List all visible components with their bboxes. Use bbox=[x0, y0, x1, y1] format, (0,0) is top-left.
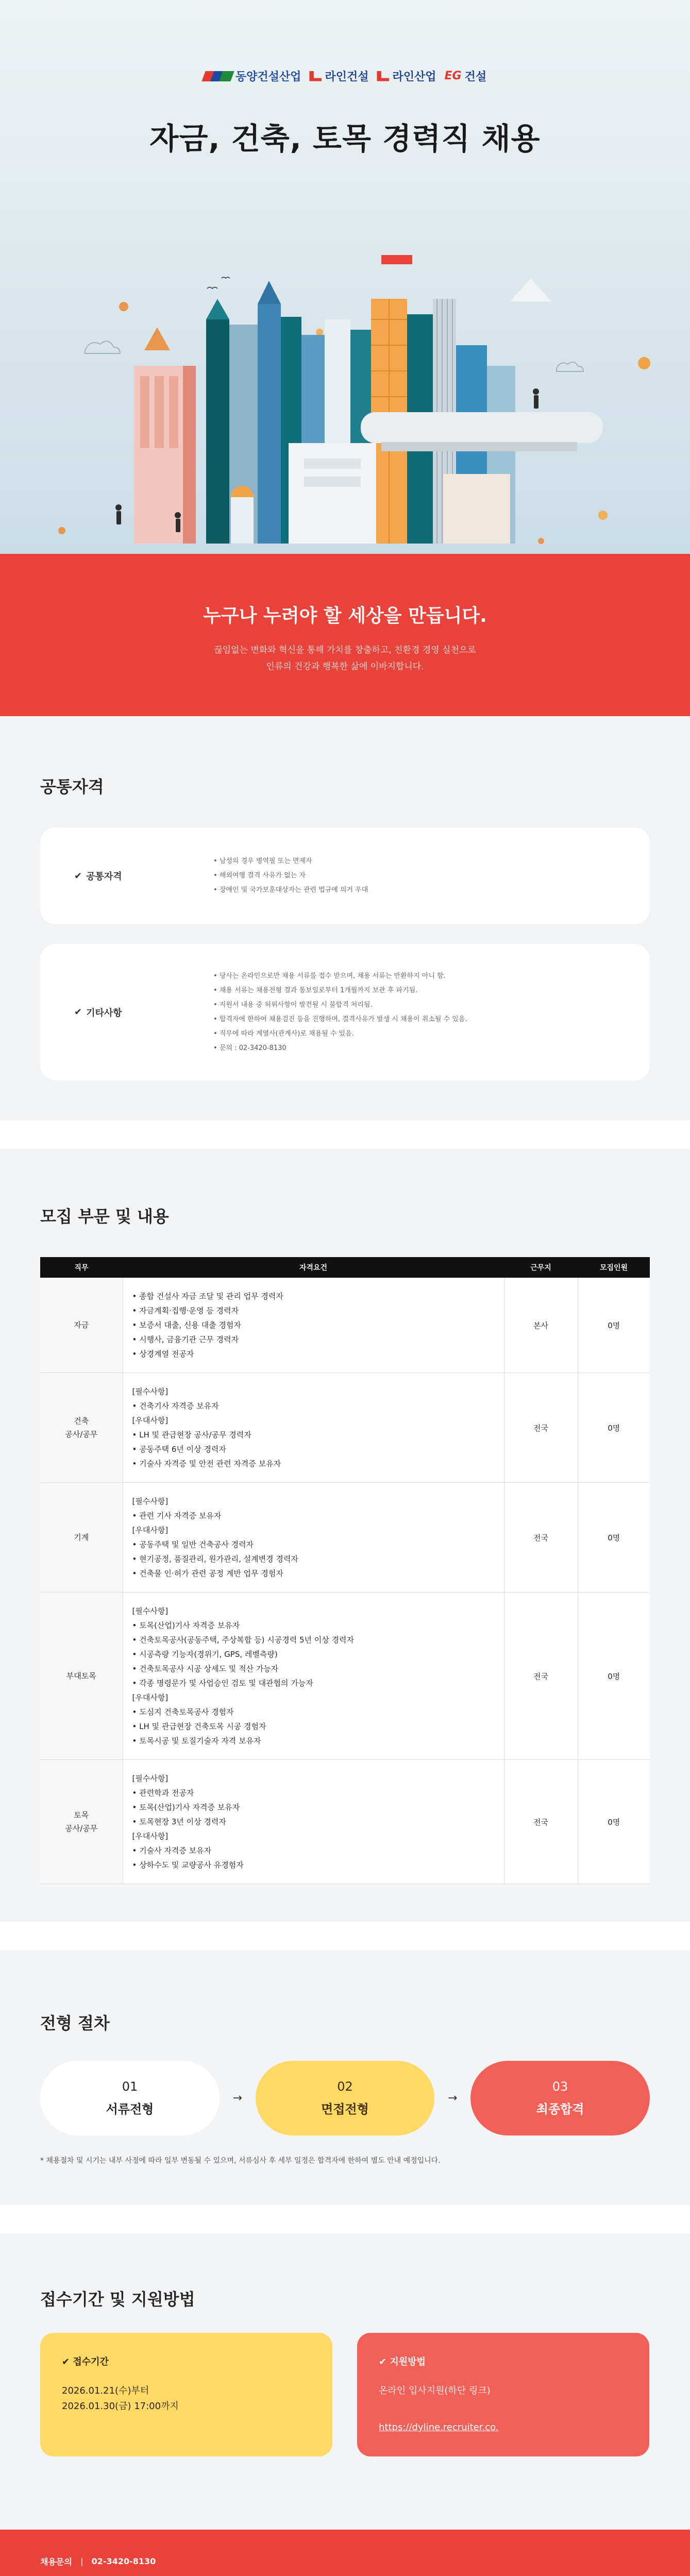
job-category-name: 건축 bbox=[74, 1416, 89, 1426]
dongyang-logo-text: 동양건설산업 bbox=[235, 71, 301, 83]
requirement-line: [우대사항] bbox=[132, 1832, 169, 1841]
requirement-line: • 기술사 자격증 보유자 bbox=[132, 1846, 212, 1855]
other-label-text: 기타사항 bbox=[86, 1007, 122, 1019]
requirement-line: • 건축기사 자격증 보유자 bbox=[132, 1401, 219, 1411]
process-title: 전형 절차 bbox=[40, 2013, 110, 2033]
requirement-line: • 상하수도 및 교량공사 유경험자 bbox=[132, 1860, 244, 1870]
footer-label: 채용문의 bbox=[40, 2557, 72, 2567]
requirement-line: • 시공측량 기능자(경위기, GPS, 레벨측량) bbox=[132, 1650, 278, 1659]
footer-divider: | bbox=[80, 2556, 83, 2566]
common-qualification-label bbox=[74, 869, 213, 883]
recruit-table bbox=[40, 1257, 650, 1884]
job-category bbox=[40, 1483, 123, 1592]
job-category bbox=[40, 1760, 123, 1884]
other-notes-list bbox=[213, 969, 467, 1056]
requirement-line: • 공동주택 6년 이상 경력자 bbox=[132, 1445, 226, 1454]
table-row bbox=[40, 1278, 650, 1373]
requirement-line: • 관련 기사 자격증 보유자 bbox=[132, 1511, 222, 1520]
rain-industry-text: 라인산업 bbox=[392, 71, 436, 83]
job-requirements bbox=[123, 1373, 504, 1483]
list-item: • 문의 : 02-3420-8130 bbox=[213, 1041, 467, 1056]
job-location: 전국 bbox=[504, 1592, 578, 1760]
list-item: • 해외여행 결격 사유가 없는 자 bbox=[213, 869, 368, 883]
list-item: • 합격자에 한하여 채용검진 등을 진행하며, 결격사유가 발생 시 채용이 취소될 수 있음. bbox=[213, 1012, 467, 1027]
list-item: • 장애인 및 국가보훈대상자는 관련 법규에 의거 우대 bbox=[213, 883, 368, 897]
requirement-line: • 관련학과 전공자 bbox=[132, 1788, 194, 1798]
dongyang-logo bbox=[204, 68, 301, 84]
slogan-line-1: 끊임없는 변화와 혁신을 통해 가치를 창출하고, 친환경 경영 실천으로 bbox=[214, 645, 476, 655]
list-item: • 직무에 따라 계열사(관계사)로 채용될 수 있음. bbox=[213, 1027, 467, 1041]
eg-logo-text: 건설 bbox=[464, 71, 487, 83]
requirement-line: • 현기공정, 품질관리, 원가관리, 설계변경 경력자 bbox=[132, 1554, 298, 1564]
page-title: 자금, 건축, 토목 경력직 채용 bbox=[149, 121, 541, 156]
application-method-card bbox=[357, 2333, 649, 2456]
header-location: 근무지 bbox=[504, 1257, 578, 1278]
rain-industry-logo bbox=[377, 68, 436, 84]
qualification-section bbox=[0, 716, 690, 1121]
list-item: • 당사는 온라인으로만 채용 서류를 접수 받으며, 채용 서류는 반환하지 아니 함. bbox=[213, 969, 467, 984]
process-section bbox=[0, 1950, 690, 2205]
requirement-line: • 각종 명령문가 및 사업승인 검토 및 대관협의 가능자 bbox=[132, 1679, 313, 1688]
table-row bbox=[40, 1760, 650, 1884]
method-label: 지원방법 bbox=[390, 2357, 426, 2367]
slogan-title: 누구나 누려야 할 세상을 만듭니다. bbox=[203, 605, 487, 626]
job-location: 본사 bbox=[504, 1278, 578, 1373]
job-location: 전국 bbox=[504, 1483, 578, 1592]
job-headcount: 0명 bbox=[578, 1592, 650, 1760]
requirement-line: [우대사항] bbox=[132, 1526, 169, 1535]
header-job: 직무 bbox=[40, 1257, 123, 1278]
step-name: 최종합격 bbox=[536, 2102, 584, 2116]
common-qualification-list bbox=[213, 854, 368, 897]
slogan-banner bbox=[0, 554, 690, 716]
check-icon: ✔ bbox=[379, 2357, 390, 2367]
check-icon: ✔ bbox=[62, 2357, 73, 2367]
requirement-line: • 자금계획·집행·운영 등 경력자 bbox=[132, 1306, 239, 1315]
arrow-right-icon: → bbox=[232, 2092, 242, 2105]
job-category-sub: 공사/공무 bbox=[65, 1430, 98, 1439]
requirement-line: [우대사항] bbox=[132, 1693, 169, 1702]
requirement-line: • 건축물 인·허가 관련 공정 계반 업무 경험자 bbox=[132, 1569, 283, 1578]
requirement-line: • 건축토목공사 시공 상세도 및 적산 가능자 bbox=[132, 1664, 279, 1673]
step-name: 서류전형 bbox=[106, 2102, 154, 2116]
requirement-line: • 공동주택 및 일반 건축공사 경력자 bbox=[132, 1540, 254, 1549]
requirement-line: • 토목시공 및 토질기술자 자격 보유자 bbox=[132, 1736, 261, 1745]
requirement-line: • 종합 건설사 자금 조달 및 관리 업무 경력자 bbox=[132, 1292, 283, 1301]
footer bbox=[0, 2530, 690, 2576]
requirement-line: • 시행사, 금융기관 근무 경력자 bbox=[132, 1335, 239, 1344]
period-label: 접수기간 bbox=[73, 2357, 109, 2367]
rain-mark-icon bbox=[309, 71, 322, 81]
slogan-line-2: 인류의 건강과 행복한 삶에 이바지합니다. bbox=[266, 662, 424, 672]
method-description: 온라인 입사지원(하단 링크) bbox=[379, 2385, 491, 2396]
job-location: 전국 bbox=[504, 1760, 578, 1884]
requirement-line: [필수사항] bbox=[132, 1606, 169, 1616]
recruit-table-body bbox=[40, 1278, 650, 1884]
hero-banner bbox=[0, 0, 690, 554]
rain-construction-logo bbox=[309, 68, 368, 84]
section-divider bbox=[0, 1121, 690, 1149]
job-headcount: 0명 bbox=[578, 1483, 650, 1592]
requirement-line: • 건축토목공사(공동주택, 주상복합 등) 시공경력 5년 이상 경력자 bbox=[132, 1635, 354, 1645]
recruit-section bbox=[0, 1149, 690, 1922]
requirement-line: • LH 및 관급현장 건축토목 시공 경험자 bbox=[132, 1722, 266, 1731]
table-row bbox=[40, 1483, 650, 1592]
rain-construction-text: 라인건설 bbox=[325, 71, 369, 83]
city-illustration bbox=[0, 196, 690, 554]
list-item: • 남성의 경우 병역필 또는 면제자 bbox=[213, 854, 368, 869]
requirement-line: • 보증서 대출, 신용 대출 경험자 bbox=[132, 1320, 241, 1330]
job-category bbox=[40, 1592, 123, 1760]
job-requirements bbox=[123, 1278, 504, 1373]
requirement-line: • 상경계열 전공자 bbox=[132, 1349, 194, 1359]
header-requirements: 자격요건 bbox=[123, 1257, 504, 1278]
step-name: 면접전형 bbox=[321, 2102, 369, 2116]
eg-mark-text: EG bbox=[444, 70, 462, 82]
section-divider bbox=[0, 1922, 690, 1950]
job-category bbox=[40, 1373, 123, 1483]
job-headcount: 0명 bbox=[578, 1760, 650, 1884]
job-headcount: 0명 bbox=[578, 1373, 650, 1483]
requirement-line: [필수사항] bbox=[132, 1497, 169, 1506]
dongyang-mark-icon bbox=[201, 71, 234, 81]
step-final-pass bbox=[470, 2061, 650, 2136]
table-row bbox=[40, 1592, 650, 1760]
requirement-line: • 기술사 자격증 및 안전 관련 자격증 보유자 bbox=[132, 1459, 281, 1468]
table-header-row bbox=[40, 1257, 650, 1278]
qualification-title: 공통자격 bbox=[40, 777, 104, 796]
list-item: • 채용 서류는 채용전형 결과 통보일로부터 1개월까지 보관 후 파기됨. bbox=[213, 984, 467, 998]
application-period-card bbox=[40, 2333, 332, 2456]
company-logos bbox=[0, 68, 690, 84]
step-number: 02 bbox=[337, 2079, 353, 2094]
process-note: * 채용절차 및 시기는 내부 사정에 따라 일부 변동될 수 있으며, 서류심사 후 세부 일정은 합격자에 한하여 별도 안내 예정입니다. bbox=[40, 2157, 441, 2165]
process-steps bbox=[40, 2061, 650, 2136]
check-icon: ✔ bbox=[74, 870, 82, 882]
apply-cards bbox=[40, 2333, 650, 2456]
requirement-line: • 토목(산업)기사 자격증 보유자 bbox=[132, 1621, 240, 1630]
requirement-line: • 토목(산업)기사 자격증 보유자 bbox=[132, 1803, 240, 1812]
rain-mark-icon bbox=[377, 71, 389, 81]
requirement-line: [필수사항] bbox=[132, 1387, 169, 1396]
other-notes-label bbox=[74, 1006, 213, 1019]
requirement-line: [필수사항] bbox=[132, 1774, 169, 1783]
common-qualification-card bbox=[40, 827, 650, 924]
eg-logo bbox=[444, 68, 486, 84]
requirement-line: [우대사항] bbox=[132, 1416, 169, 1425]
footer-phone: 02-3420-8130 bbox=[91, 2556, 156, 2566]
period-start: 2026.01.21(수)부터 bbox=[62, 2385, 149, 2396]
other-notes-card bbox=[40, 944, 650, 1080]
section-divider bbox=[0, 2205, 690, 2233]
job-category-name: 자금 bbox=[74, 1320, 89, 1330]
apply-link[interactable]: https://dyline.recruiter.co. bbox=[379, 2422, 499, 2433]
step-number: 01 bbox=[122, 2079, 138, 2094]
step-number: 03 bbox=[552, 2079, 568, 2094]
period-heading bbox=[62, 2354, 311, 2368]
header-headcount: 모집인원 bbox=[578, 1257, 650, 1278]
period-end: 2026.01.30(금) 17:00까지 bbox=[62, 2401, 179, 2412]
job-category-name: 기계 bbox=[74, 1533, 89, 1542]
table-row bbox=[40, 1373, 650, 1483]
job-category bbox=[40, 1278, 123, 1373]
check-icon: ✔ bbox=[74, 1007, 82, 1018]
step-interview bbox=[256, 2061, 435, 2136]
job-category-sub: 공사/공무 bbox=[65, 1824, 98, 1833]
arrow-right-icon: → bbox=[448, 2092, 458, 2105]
common-label-text: 공통자격 bbox=[86, 871, 122, 882]
job-category-name: 토목 bbox=[74, 1810, 89, 1820]
job-requirements bbox=[123, 1760, 504, 1884]
job-requirements bbox=[123, 1483, 504, 1592]
footer-contact bbox=[40, 2555, 650, 2567]
step-document-screening bbox=[40, 2061, 220, 2136]
apply-title: 접수기간 및 지원방법 bbox=[40, 2290, 195, 2309]
job-headcount: 0명 bbox=[578, 1278, 650, 1373]
job-requirements bbox=[123, 1592, 504, 1760]
apply-section bbox=[0, 2233, 690, 2530]
requirement-line: • LH 및 관급현장 공사/공무 경력자 bbox=[132, 1430, 251, 1439]
requirement-line: • 토목현장 3년 이상 경력자 bbox=[132, 1817, 226, 1826]
recruit-title: 모집 부문 및 내용 bbox=[40, 1207, 169, 1226]
job-location: 전국 bbox=[504, 1373, 578, 1483]
method-heading bbox=[379, 2354, 628, 2368]
requirement-line: • 도심지 건축토목공사 경험자 bbox=[132, 1707, 234, 1717]
job-category-name: 부대토목 bbox=[66, 1671, 96, 1681]
list-item: • 지원서 내용 중 허위사항이 발견될 시 불합격 처리됨. bbox=[213, 998, 467, 1012]
